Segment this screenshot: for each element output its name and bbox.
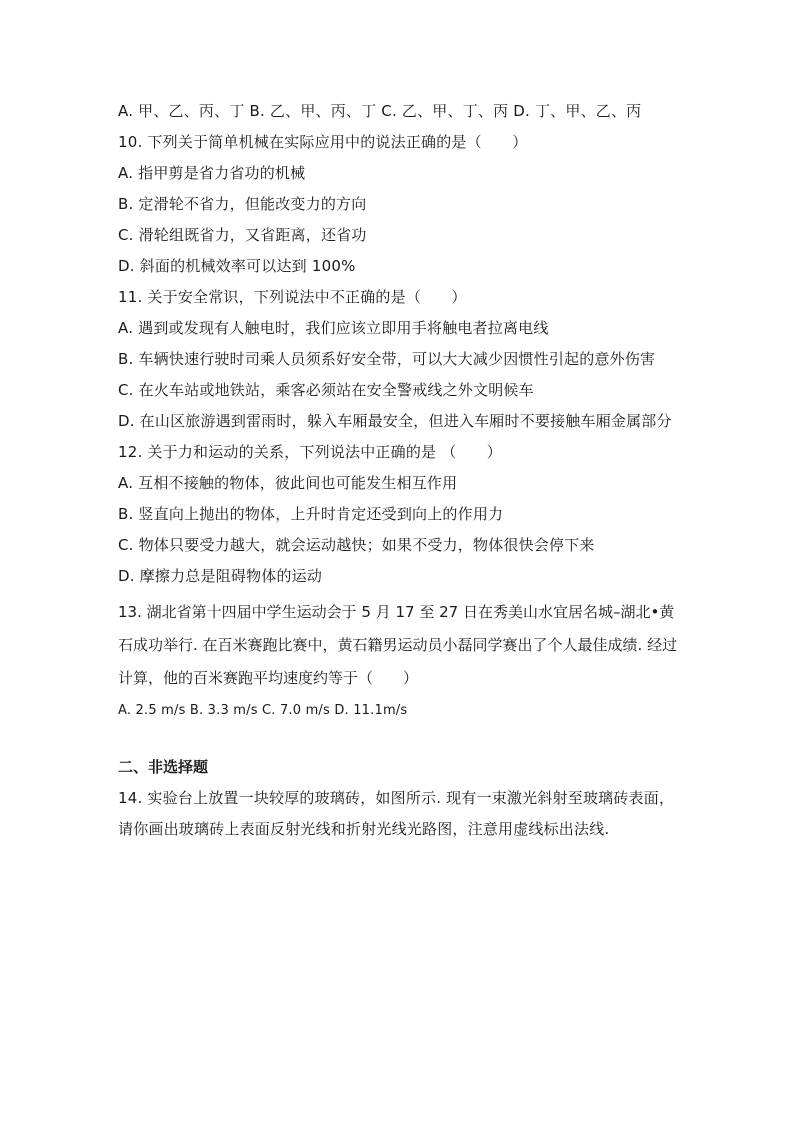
q11-option-b: B. 车辆快速行驶时司乘人员须系好安全带，可以大大减少因惯性引起的意外伤害: [118, 350, 656, 368]
q11-option-a: A. 遇到或发现有人触电时，我们应该立即用手将触电者拉离电线: [118, 319, 549, 337]
q13-stem: 13. 湖北省第十四届中学生运动会于 5 月 17 至 27 日在秀美山水宜居名城–湖北•黄石成功举行. 在百米赛跑比赛中，黄石籍男运动员小磊同学赛出了个人最佳成绩. 经过计算，他的百米赛跑平均速度约等于（ ）: [118, 603, 678, 687]
q11-stem: 11. 关于安全常识，下列说法中不正确的是（ ）: [118, 288, 467, 306]
q14-stem: 14. 实验台上放置一块较厚的玻璃砖，如图所示. 现有一束激光斜射至玻璃砖表面，请你画出玻璃砖上表面反射光线和折射光线光路图，注意用虚线标出法线.: [118, 789, 675, 838]
q12-option-c: C. 物体只要受力越大，就会运动越快；如果不受力，物体很快会停下来: [118, 536, 595, 554]
q11-option-c: C. 在火车站或地铁站，乘客必须站在安全警戒线之外文明候车: [118, 381, 534, 399]
q12-option-a: A. 互相不接触的物体，彼此间也可能发生相互作用: [118, 474, 458, 492]
q10-stem: 10. 下列关于简单机械在实际应用中的说法正确的是（ ）: [118, 133, 528, 151]
q9-options: A. 甲、乙、丙、丁 B. 乙、甲、丙、丁 C. 乙、甲、丁、丙 D. 丁、甲、乙、丙: [118, 102, 642, 120]
exam-page: [118, 96, 678, 845]
q12-option-d: D. 摩擦力总是阻碍物体的运动: [118, 567, 323, 585]
q12-option-b: B. 竖直向上抛出的物体，上升时肯定还受到向上的作用力: [118, 505, 504, 523]
q10-option-b: B. 定滑轮不省力，但能改变力的方向: [118, 195, 367, 213]
q10-option-d: D. 斜面的机械效率可以达到 100%: [118, 257, 356, 275]
q13-options: A. 2.5 m/s B. 3.3 m/s C. 7.0 m/s D. 11.1m/s: [118, 703, 408, 718]
section-title-nonchoice: 二、非选择题: [118, 758, 209, 776]
q10-option-c: C. 滑轮组既省力，又省距离，还省功: [118, 226, 367, 244]
q10-option-a: A. 指甲剪是省力省功的机械: [118, 164, 306, 182]
q11-option-d: D. 在山区旅游遇到雷雨时，躲入车厢最安全，但进入车厢时不要接触车厢金属部分: [118, 412, 672, 430]
q12-stem: 12. 关于力和运动的关系，下列说法中正确的是 （ ）: [118, 443, 502, 461]
